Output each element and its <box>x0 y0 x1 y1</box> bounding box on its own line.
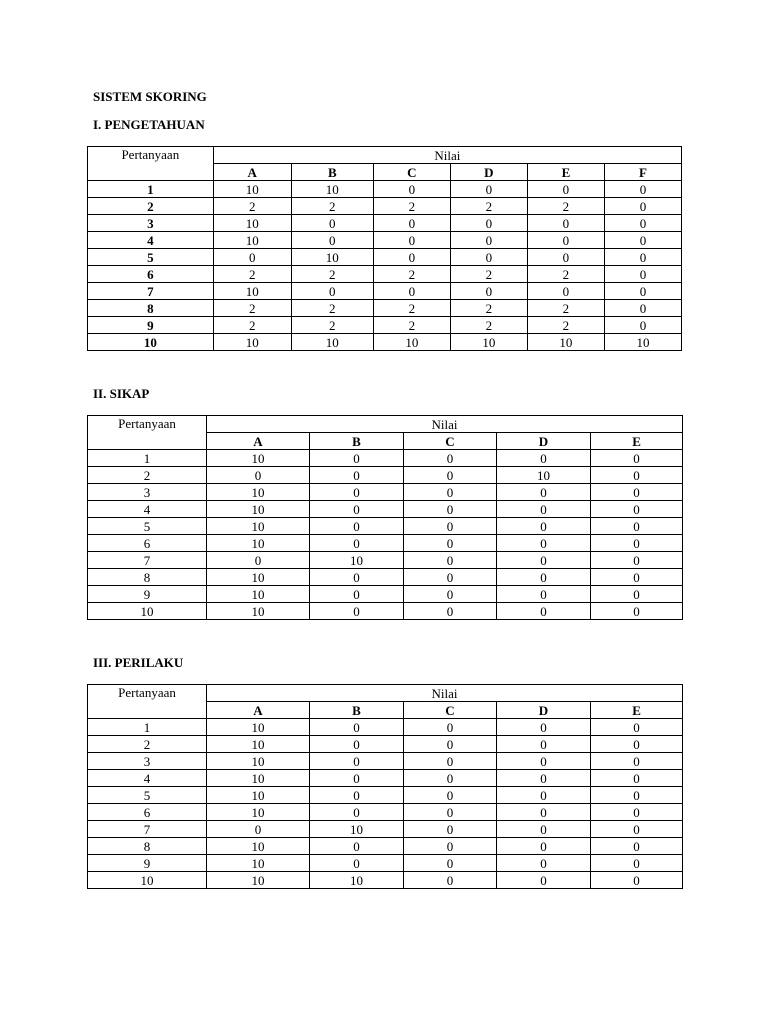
table-row <box>88 450 683 467</box>
score-cell: 0 <box>404 804 497 821</box>
score-cell: 2 <box>213 317 291 334</box>
score-cell: 2 <box>373 317 450 334</box>
score-cell: 2 <box>373 266 450 283</box>
score-cell: 0 <box>527 283 604 300</box>
score-cell: 0 <box>591 484 683 501</box>
score-cell: 0 <box>591 753 683 770</box>
score-cell: 10 <box>310 821 404 838</box>
score-cell: 0 <box>591 467 683 484</box>
score-cell: 0 <box>373 181 450 198</box>
section-heading-sikap: II. SIKAP <box>93 386 150 401</box>
score-cell: 0 <box>497 484 591 501</box>
score-cell: 0 <box>497 821 591 838</box>
score-cell: 2 <box>527 317 604 334</box>
question-number: 4 <box>88 232 214 249</box>
table-row <box>88 872 683 889</box>
option-header-b: B <box>291 164 373 181</box>
option-header-b: B <box>310 433 404 450</box>
question-number: 5 <box>88 787 207 804</box>
score-cell: 0 <box>527 181 604 198</box>
question-number: 3 <box>88 484 207 501</box>
score-cell: 0 <box>207 821 310 838</box>
score-cell: 0 <box>450 181 527 198</box>
score-cell: 0 <box>310 719 404 736</box>
table-row <box>88 501 683 518</box>
score-cell: 10 <box>207 804 310 821</box>
option-header-e: E <box>591 702 683 719</box>
score-cell: 0 <box>591 586 683 603</box>
question-number: 1 <box>88 719 207 736</box>
score-cell: 0 <box>404 855 497 872</box>
option-header-a: A <box>213 164 291 181</box>
question-number: 4 <box>88 501 207 518</box>
section-heading-perilaku: III. PERILAKU <box>93 655 184 670</box>
score-cell: 2 <box>373 198 450 215</box>
score-cell: 0 <box>591 804 683 821</box>
score-cell: 0 <box>591 569 683 586</box>
score-cell: 10 <box>207 603 310 620</box>
option-header-d: D <box>450 164 527 181</box>
score-cell: 2 <box>291 300 373 317</box>
score-cell: 10 <box>310 552 404 569</box>
score-cell: 0 <box>450 215 527 232</box>
score-cell: 0 <box>373 249 450 266</box>
score-cell: 0 <box>604 181 681 198</box>
table-row <box>88 569 683 586</box>
score-cell: 0 <box>310 535 404 552</box>
table-row <box>88 855 683 872</box>
score-cell: 0 <box>310 586 404 603</box>
score-cell: 0 <box>497 450 591 467</box>
score-cell: 0 <box>404 787 497 804</box>
score-cell: 10 <box>207 855 310 872</box>
question-number: 8 <box>88 838 207 855</box>
question-number: 5 <box>88 518 207 535</box>
table-row <box>88 821 683 838</box>
question-number: 9 <box>88 855 207 872</box>
score-cell: 0 <box>497 719 591 736</box>
question-number: 2 <box>88 198 214 215</box>
score-cell: 0 <box>291 215 373 232</box>
score-cell: 0 <box>591 736 683 753</box>
score-cell: 2 <box>527 198 604 215</box>
score-cell: 0 <box>497 603 591 620</box>
table-row <box>88 249 682 266</box>
table-row <box>88 283 682 300</box>
score-group-header: Nilai <box>207 416 683 433</box>
table-row <box>88 300 682 317</box>
score-cell: 0 <box>527 249 604 266</box>
score-cell: 0 <box>310 753 404 770</box>
score-cell: 0 <box>404 569 497 586</box>
table-row <box>88 586 683 603</box>
score-cell: 2 <box>373 300 450 317</box>
score-cell: 2 <box>450 198 527 215</box>
scoring-table-pengetahuan <box>87 146 682 351</box>
question-number: 10 <box>88 603 207 620</box>
score-cell: 10 <box>207 535 310 552</box>
score-cell: 10 <box>213 232 291 249</box>
scoring-table-sikap <box>87 415 683 620</box>
score-cell: 2 <box>450 300 527 317</box>
score-cell: 0 <box>604 317 681 334</box>
option-header-d: D <box>497 702 591 719</box>
table-row <box>88 804 683 821</box>
score-cell: 10 <box>291 181 373 198</box>
score-cell: 0 <box>497 586 591 603</box>
score-cell: 0 <box>591 821 683 838</box>
score-cell: 0 <box>310 484 404 501</box>
score-cell: 0 <box>291 232 373 249</box>
score-cell: 10 <box>207 753 310 770</box>
table-row <box>88 535 683 552</box>
score-cell: 0 <box>310 838 404 855</box>
score-cell: 0 <box>310 804 404 821</box>
score-cell: 0 <box>310 736 404 753</box>
option-header-b: B <box>310 702 404 719</box>
question-number: 10 <box>88 334 214 351</box>
score-cell: 10 <box>310 872 404 889</box>
score-cell: 10 <box>207 569 310 586</box>
question-number: 9 <box>88 317 214 334</box>
score-cell: 0 <box>213 249 291 266</box>
score-cell: 0 <box>404 467 497 484</box>
score-cell: 10 <box>207 450 310 467</box>
score-cell: 0 <box>591 855 683 872</box>
score-cell: 10 <box>207 501 310 518</box>
score-cell: 0 <box>497 518 591 535</box>
table-row <box>88 603 683 620</box>
score-cell: 0 <box>404 501 497 518</box>
table-row <box>88 198 682 215</box>
score-cell: 0 <box>497 787 591 804</box>
table-row <box>88 719 683 736</box>
question-number: 8 <box>88 569 207 586</box>
score-cell: 10 <box>207 787 310 804</box>
score-cell: 10 <box>207 872 310 889</box>
score-cell: 0 <box>404 484 497 501</box>
score-cell: 0 <box>604 266 681 283</box>
table-row <box>88 552 683 569</box>
score-cell: 0 <box>373 283 450 300</box>
score-cell: 0 <box>604 232 681 249</box>
score-cell: 2 <box>450 317 527 334</box>
score-cell: 10 <box>527 334 604 351</box>
score-cell: 0 <box>497 501 591 518</box>
score-cell: 0 <box>604 249 681 266</box>
score-cell: 10 <box>207 770 310 787</box>
score-cell: 10 <box>207 838 310 855</box>
score-cell: 0 <box>450 249 527 266</box>
score-cell: 0 <box>404 719 497 736</box>
score-cell: 0 <box>404 586 497 603</box>
score-cell: 0 <box>591 535 683 552</box>
score-cell: 10 <box>213 215 291 232</box>
score-cell: 0 <box>604 198 681 215</box>
question-number: 1 <box>88 450 207 467</box>
score-cell: 0 <box>404 736 497 753</box>
score-cell: 0 <box>591 501 683 518</box>
score-cell: 0 <box>310 569 404 586</box>
question-number: 1 <box>88 181 214 198</box>
question-number: 8 <box>88 300 214 317</box>
score-cell: 2 <box>213 266 291 283</box>
question-number: 7 <box>88 552 207 569</box>
score-cell: 2 <box>527 300 604 317</box>
score-cell: 10 <box>207 736 310 753</box>
table-row <box>88 838 683 855</box>
score-cell: 2 <box>291 317 373 334</box>
table-row <box>88 467 683 484</box>
question-number: 10 <box>88 872 207 889</box>
score-cell: 0 <box>591 552 683 569</box>
score-cell: 10 <box>207 518 310 535</box>
score-cell: 0 <box>604 283 681 300</box>
question-number: 2 <box>88 736 207 753</box>
score-cell: 0 <box>373 232 450 249</box>
score-cell: 0 <box>591 787 683 804</box>
score-cell: 0 <box>604 300 681 317</box>
score-cell: 0 <box>497 872 591 889</box>
score-cell: 2 <box>213 300 291 317</box>
score-cell: 0 <box>310 501 404 518</box>
scoring-table-perilaku <box>87 684 683 889</box>
score-cell: 10 <box>373 334 450 351</box>
score-cell: 0 <box>404 770 497 787</box>
score-cell: 0 <box>207 552 310 569</box>
score-cell: 0 <box>497 552 591 569</box>
option-header-f: F <box>604 164 681 181</box>
table-row <box>88 181 682 198</box>
score-cell: 0 <box>310 603 404 620</box>
option-header-e: E <box>527 164 604 181</box>
question-number: 5 <box>88 249 214 266</box>
option-header-c: C <box>404 702 497 719</box>
score-cell: 10 <box>497 467 591 484</box>
score-cell: 0 <box>591 770 683 787</box>
table-row <box>88 770 683 787</box>
score-cell: 0 <box>591 450 683 467</box>
score-cell: 0 <box>310 467 404 484</box>
score-cell: 2 <box>291 198 373 215</box>
table-row <box>88 334 682 351</box>
question-number: 7 <box>88 283 214 300</box>
score-cell: 0 <box>404 535 497 552</box>
score-cell: 10 <box>213 334 291 351</box>
table-row <box>88 787 683 804</box>
score-cell: 0 <box>527 215 604 232</box>
score-cell: 10 <box>207 719 310 736</box>
score-cell: 2 <box>213 198 291 215</box>
score-cell: 0 <box>404 450 497 467</box>
option-header-d: D <box>497 433 591 450</box>
section-heading-pengetahuan: I. PENGETAHUAN <box>93 117 205 132</box>
question-number: 3 <box>88 215 214 232</box>
score-cell: 10 <box>291 249 373 266</box>
score-cell: 0 <box>404 821 497 838</box>
score-cell: 0 <box>207 467 310 484</box>
score-cell: 2 <box>450 266 527 283</box>
score-cell: 0 <box>591 719 683 736</box>
score-cell: 0 <box>591 838 683 855</box>
score-cell: 0 <box>591 872 683 889</box>
question-number: 4 <box>88 770 207 787</box>
option-header-c: C <box>373 164 450 181</box>
score-cell: 0 <box>404 603 497 620</box>
score-cell: 0 <box>404 838 497 855</box>
option-header-e: E <box>591 433 683 450</box>
score-cell: 0 <box>497 838 591 855</box>
score-cell: 10 <box>213 181 291 198</box>
score-cell: 0 <box>310 450 404 467</box>
question-column-header: Pertanyaan <box>88 685 207 719</box>
score-cell: 2 <box>527 266 604 283</box>
question-number: 9 <box>88 586 207 603</box>
score-cell: 0 <box>373 215 450 232</box>
score-cell: 10 <box>604 334 681 351</box>
score-cell: 0 <box>310 518 404 535</box>
question-column-header: Pertanyaan <box>88 416 207 450</box>
question-number: 6 <box>88 266 214 283</box>
score-cell: 2 <box>291 266 373 283</box>
score-cell: 0 <box>497 535 591 552</box>
score-cell: 0 <box>497 753 591 770</box>
score-group-header: Nilai <box>213 147 681 164</box>
question-number: 6 <box>88 535 207 552</box>
question-number: 2 <box>88 467 207 484</box>
score-cell: 0 <box>450 283 527 300</box>
score-cell: 0 <box>310 855 404 872</box>
table-row <box>88 232 682 249</box>
score-cell: 0 <box>450 232 527 249</box>
score-group-header: Nilai <box>207 685 683 702</box>
score-cell: 0 <box>591 518 683 535</box>
table-row <box>88 266 682 283</box>
score-cell: 0 <box>527 232 604 249</box>
score-cell: 0 <box>404 552 497 569</box>
score-cell: 10 <box>450 334 527 351</box>
score-cell: 10 <box>213 283 291 300</box>
question-number: 7 <box>88 821 207 838</box>
table-row <box>88 518 683 535</box>
score-cell: 0 <box>591 603 683 620</box>
table-row <box>88 753 683 770</box>
table-row <box>88 215 682 232</box>
table-row <box>88 317 682 334</box>
score-cell: 0 <box>404 753 497 770</box>
score-cell: 0 <box>291 283 373 300</box>
score-cell: 0 <box>604 215 681 232</box>
score-cell: 10 <box>207 586 310 603</box>
question-column-header: Pertanyaan <box>88 147 214 181</box>
score-cell: 0 <box>497 855 591 872</box>
score-cell: 10 <box>207 484 310 501</box>
question-number: 6 <box>88 804 207 821</box>
table-row <box>88 484 683 501</box>
score-cell: 0 <box>497 804 591 821</box>
score-cell: 10 <box>291 334 373 351</box>
score-cell: 0 <box>497 569 591 586</box>
table-row <box>88 736 683 753</box>
score-cell: 0 <box>310 770 404 787</box>
score-cell: 0 <box>497 770 591 787</box>
document-title: SISTEM SKORING <box>93 89 207 104</box>
option-header-c: C <box>404 433 497 450</box>
score-cell: 0 <box>310 787 404 804</box>
question-number: 3 <box>88 753 207 770</box>
score-cell: 0 <box>404 872 497 889</box>
score-cell: 0 <box>404 518 497 535</box>
option-header-a: A <box>207 702 310 719</box>
score-cell: 0 <box>497 736 591 753</box>
option-header-a: A <box>207 433 310 450</box>
